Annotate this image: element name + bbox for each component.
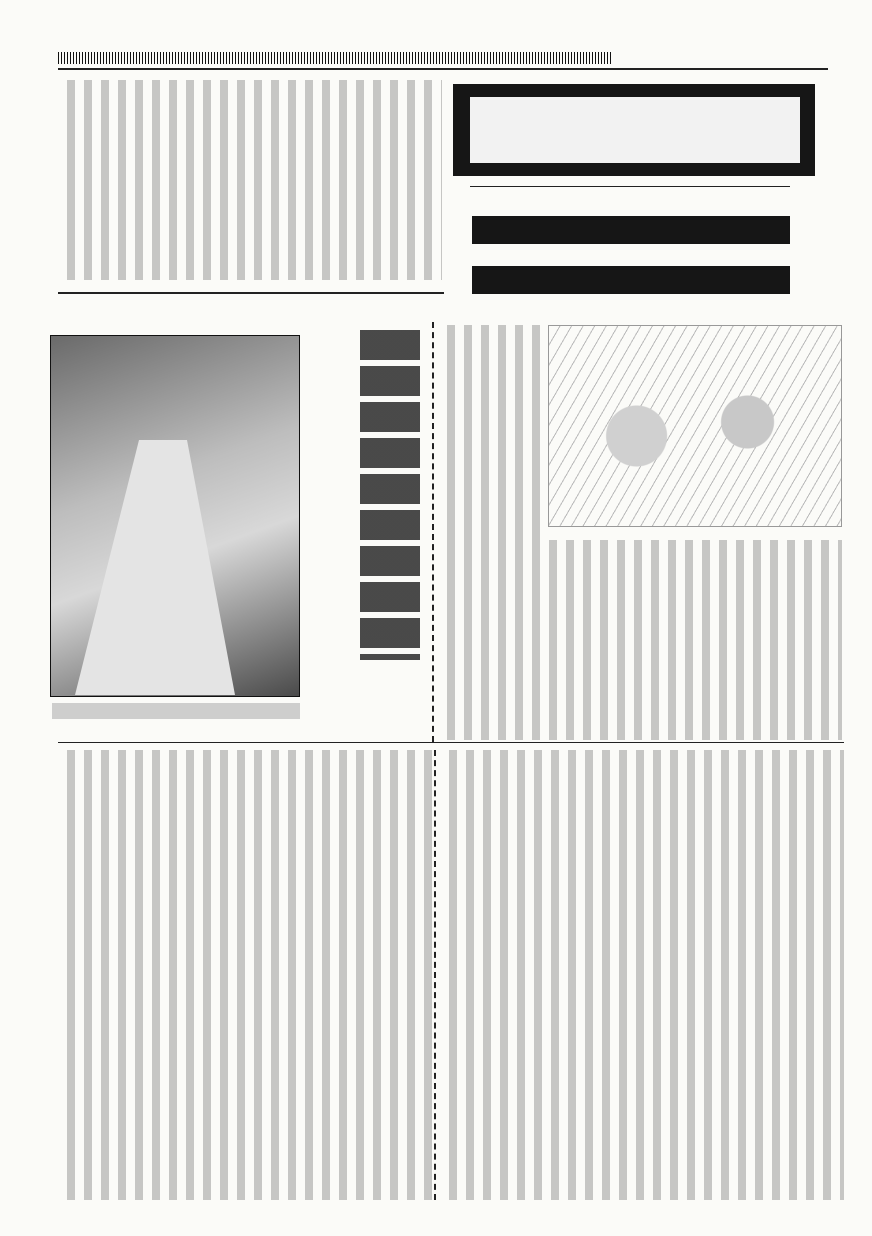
lower-left-article-text [62, 750, 432, 1200]
subtitle [470, 180, 790, 196]
page-header-label [616, 44, 826, 70]
column-separator [432, 322, 434, 742]
column-title-block [360, 330, 420, 660]
header-divider [58, 68, 828, 70]
lower-divider [58, 742, 844, 743]
top-left-divider [58, 292, 444, 294]
header-rule [58, 52, 613, 64]
photo-caption [52, 703, 300, 719]
main-title [470, 97, 800, 163]
main-article-body-text [442, 540, 842, 740]
headline-2 [472, 266, 790, 294]
top-left-article-text [62, 80, 442, 280]
rain-illustration [548, 325, 842, 527]
lower-right-article-text [444, 750, 844, 1200]
main-article-intro-text [442, 325, 542, 540]
headline-1 [472, 216, 790, 244]
lower-column-separator [434, 750, 436, 1200]
